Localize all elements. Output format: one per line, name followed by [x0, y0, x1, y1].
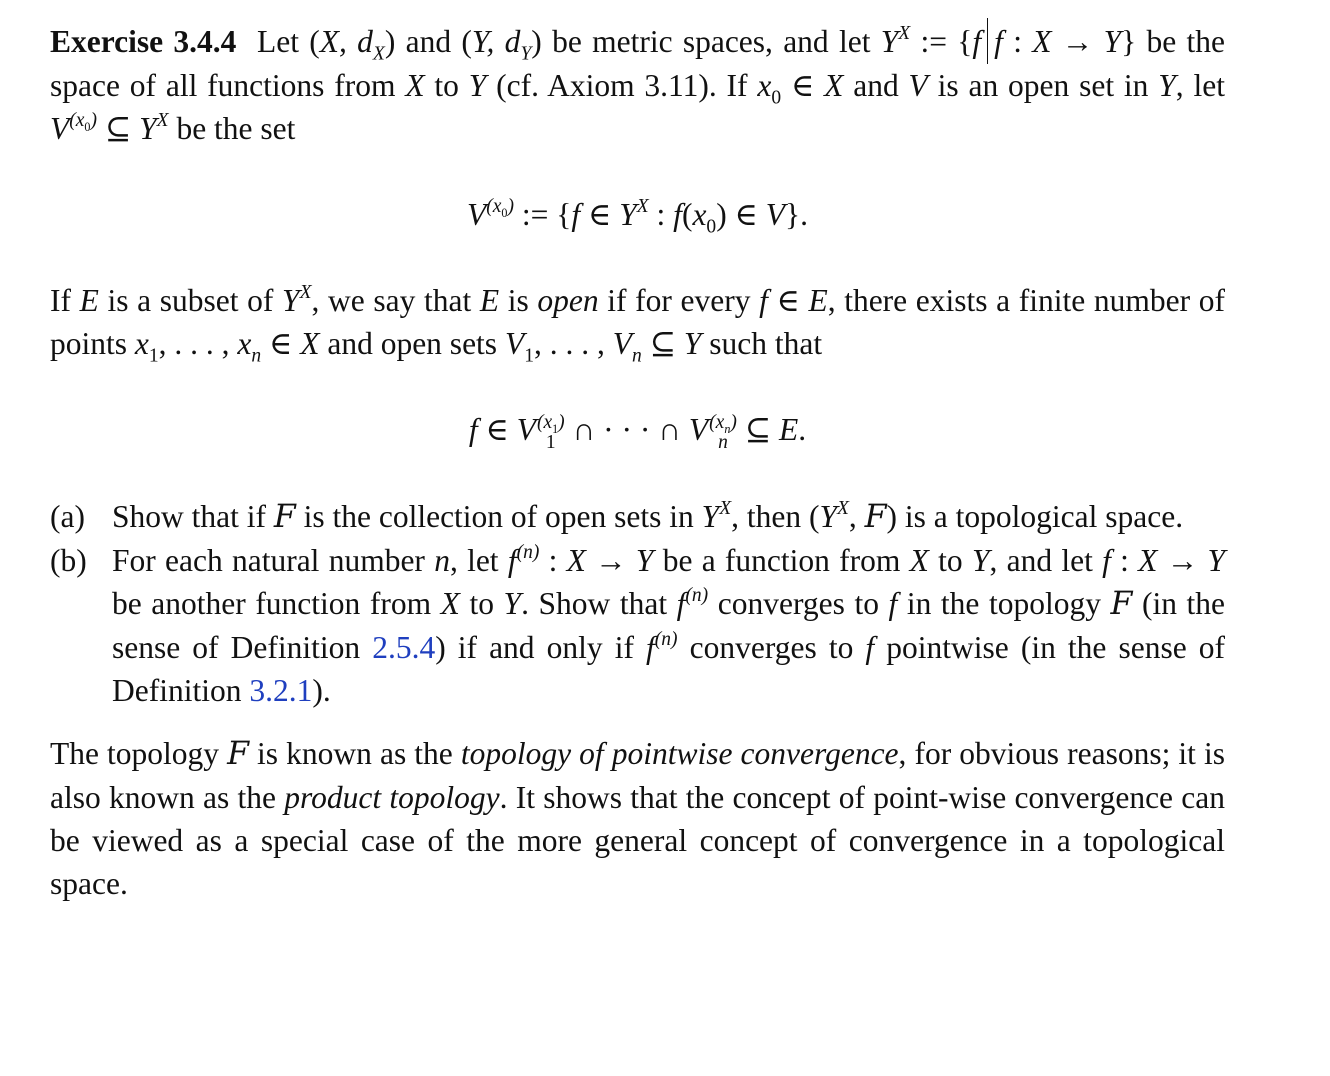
text: Let: [257, 24, 310, 59]
text: (in the sense of Definition: [112, 586, 1225, 666]
text: , we say that: [311, 283, 480, 318]
math-topology-f: F: [273, 499, 296, 536]
definition-link-3-2-1[interactable]: 3.2.1: [249, 673, 313, 709]
math-x: X: [405, 68, 425, 103]
math-yx: $Y^X$: [701, 497, 732, 535]
text: to: [459, 586, 504, 622]
math-x: X: [440, 586, 460, 622]
math-v-x0-subset: $V^{(x_0)}$ ⊆ $Y^X$: [50, 109, 169, 146]
part-b-label: (b): [50, 543, 87, 579]
text: . It shows that the concept of point-wise convergence can be viewed as a special case of the more general concept of convergence in a topological space.: [50, 780, 1226, 902]
math-fn-map: $f^{(n)}$ : X → Y: [507, 541, 654, 579]
text: converges to: [677, 630, 866, 666]
text: Show that if: [112, 499, 274, 535]
math-y: Y: [468, 68, 487, 103]
text: be another function from: [112, 586, 441, 622]
text: , there exists a finite number of points: [50, 283, 1225, 361]
term-product-topology: product topology: [284, 780, 500, 816]
text: . Show that: [521, 586, 677, 622]
text: , then: [731, 499, 809, 535]
term-open: open: [537, 283, 599, 318]
text: , let: [1175, 68, 1225, 103]
text: , for obvious reasons; it is also known as the: [50, 736, 1225, 816]
math-v: V: [908, 68, 928, 103]
text: ) if and only if: [435, 630, 647, 666]
math-topological-space: ($Y^X$, F): [808, 497, 898, 536]
text: in the topology: [897, 586, 1111, 622]
math-f-in-e: f ∈ E: [759, 283, 828, 318]
open-definition: [50, 279, 1225, 365]
math-fn: $f^{(n)}$: [676, 584, 709, 622]
math-yx: $Y^X$: [282, 281, 312, 318]
math-e: E: [79, 283, 99, 318]
text: be metric spaces, and let: [541, 24, 881, 59]
text: and: [395, 24, 462, 59]
part-a-label: (a): [50, 499, 85, 535]
math-topology-f: F: [227, 736, 249, 773]
text: (cf. Axiom 3.11). If: [486, 68, 758, 103]
math-metric-y: (Y, $d_Y$): [461, 24, 542, 65]
text: is a topological space.: [897, 499, 1184, 535]
math-f-map: f : X → Y: [1102, 543, 1225, 579]
math-open-sets: $V_1$, . . . , $V_n$ ⊆ Y: [504, 326, 702, 367]
math-e: E: [479, 283, 500, 318]
text: to: [928, 543, 972, 579]
text: to: [424, 68, 469, 103]
text: is an open set in: [927, 68, 1159, 103]
text: and: [843, 68, 909, 103]
definition-link-2-5-4[interactable]: 2.5.4: [372, 630, 436, 666]
math-f: f: [865, 630, 875, 666]
exercise-page: [50, 18, 1225, 905]
exercise-label: Exercise 3.4.4: [50, 24, 237, 59]
text: converges to: [708, 586, 889, 622]
text: be the space of all functions from: [50, 24, 1226, 103]
equation-v-x0: $V^{(x_0)}$ := {f ∈ $Y^X$ : $f(x_0)$ ∈ V}.: [467, 195, 808, 238]
text: and open sets: [319, 326, 505, 361]
math-points: $x_1$, . . . , $x_n$ ∈ X: [134, 326, 320, 367]
exercise-statement: [50, 18, 1225, 150]
math-y: Y: [1158, 68, 1176, 103]
math-y: Y: [503, 586, 522, 622]
closing-remark: [50, 732, 1225, 905]
equation-intersection: f ∈ V $(x_1)$ 1 ∩ · · · ∩ V $(x_n)$ n ⊆ E.: [468, 412, 807, 453]
text: is a subset of: [98, 283, 283, 318]
part-b: [50, 539, 1225, 712]
math-x: X: [909, 543, 929, 579]
exercise-parts: [50, 495, 1225, 712]
term-pointwise-topology: topology of pointwise convergence: [460, 736, 899, 772]
text: For each natural number: [112, 543, 435, 579]
text: is known as the: [248, 736, 461, 772]
part-a: [50, 495, 1225, 539]
text: , let: [449, 543, 508, 579]
math-function-space-def: $Y^X$ := {f f : X → Y}: [881, 24, 1137, 59]
math-metric-x: (X, $d_X$): [309, 24, 396, 65]
text: be a function from: [653, 543, 910, 579]
text: ).: [312, 673, 331, 709]
math-x0-in-x: $x_0$ ∈ X: [757, 68, 844, 109]
math-f: f: [888, 586, 898, 622]
math-topology-f: F: [1110, 586, 1133, 623]
text: be the set: [168, 111, 296, 146]
text: is: [499, 283, 538, 318]
math-n: n: [434, 543, 450, 579]
text: is the collection of open sets in: [295, 499, 702, 535]
text: if for every: [598, 283, 760, 318]
text: pointwise (in the sense of Definition: [112, 630, 1226, 709]
text: , and let: [989, 543, 1103, 579]
text: If: [50, 283, 80, 318]
math-fn: $f^{(n)}$: [646, 628, 678, 666]
text: The topology: [50, 736, 228, 772]
text: such that: [701, 326, 823, 361]
math-y: Y: [971, 543, 990, 579]
